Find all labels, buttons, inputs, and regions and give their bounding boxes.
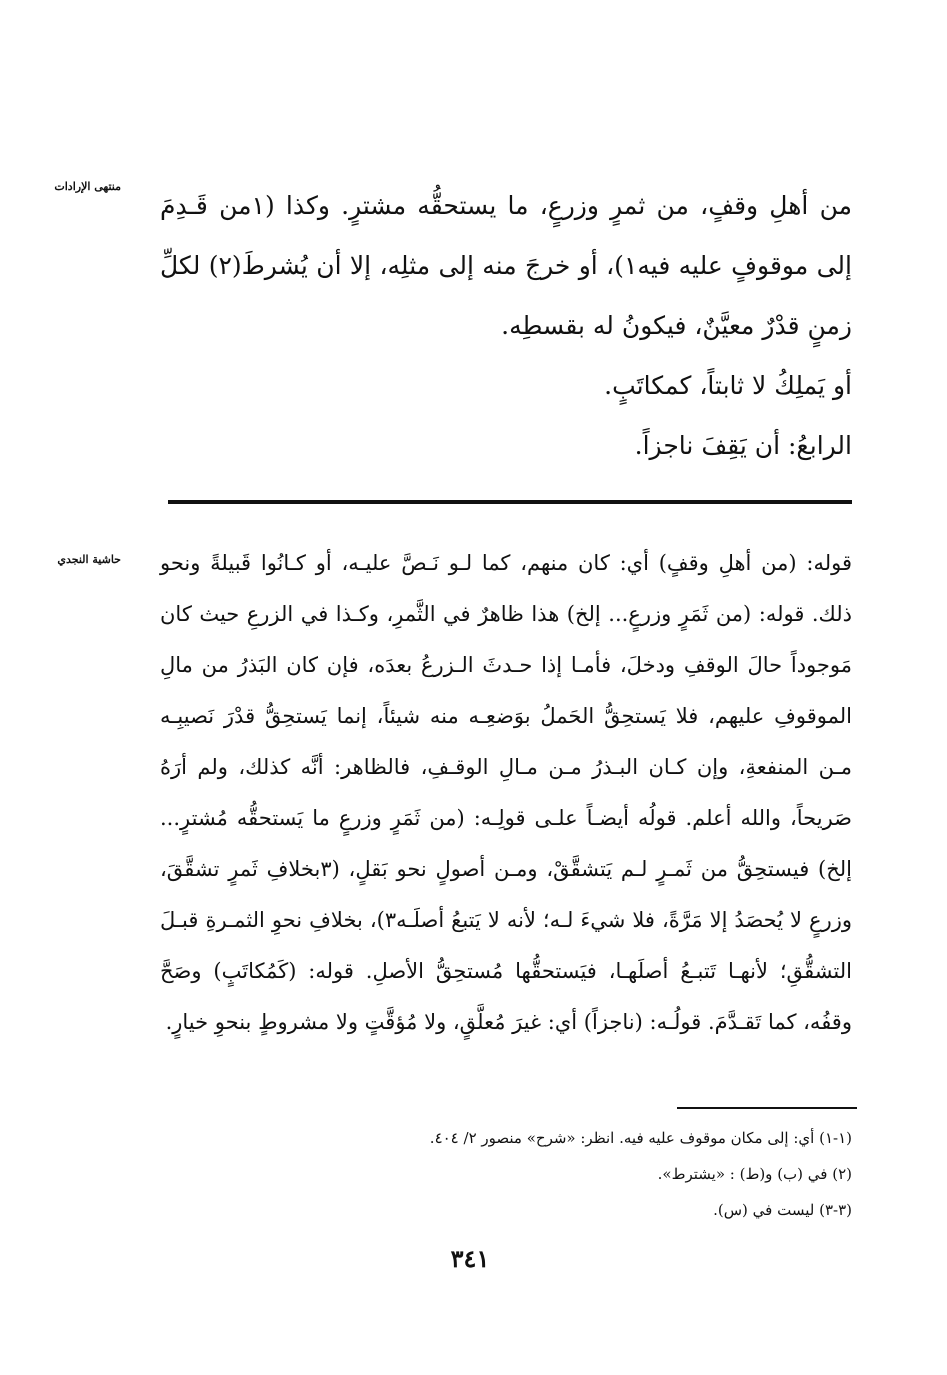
footnotes: [160, 1120, 852, 1228]
side-label-source-text: منتهى الإرادات: [54, 180, 121, 193]
footnote-item: (٢) في (ب) و(ط) : «يشترط».: [657, 1165, 852, 1183]
section-divider: [168, 500, 852, 504]
commentary-paragraph: قوله: (من أهلِ وقفٍ) أي: كان منهم، كما لـو نَـصَّ عليـه، أو كـانُوا قَبيلةً ونحو ذلك. قوله: (من ثَمَرٍ وزرعٍ... إلخ) هذا ظاهرٌ في الثَّمرِ، وكـذا في الزرعِ حيث كان مَوجوداً حالَ الوقفِ ودخلَ، فأمـا إذا حـدثَ الـزرعُ بعدَه، فإن كان البَذرُ من مالِ الموقوفِ عليهم، فلا يَستحِقُّ الحَملُ بوَضعِـه منه شيئاً، إنما يَستحِقُّ قدْرَ نَصيبِـه مـن المنفعةِ، وإن كـان البـذرُ مـن مـالِ الوقـفِ، فالظاهر: أنَّه كذلك، ولم أرَهُ صَريحاً، والله أعلم. قولُه أيضـاً علـى قولِـه: (من ثَمَرٍ وزرعٍ ما يَستحقُّه مُشترٍ... إلخ) فيستحِقُّ من ثَمـرٍ لـم يَتشقَّقْ، ومـن أصولٍ نحو بَقلٍ، (٣بخلافِ ثَمرٍ تشقَّقَ، وزرعٍ لا يُحصَدُ إلا مَرَّةً، فلا شيءَ لـه؛ لأنه لا يَتبعُ أصلَـه٣)، بخلافِ نحوِ الثمـرةِ قبـلَ التشقُّقِ؛ لأنهـا تَتبـعُ أصلَهـا، فيَستحقُّها مُستحِقُّ الأصلِ. قوله: (كَمُكاتَبٍ) وصَحَّ وقفُه، كما تَقـدَّمَ. قولُـه: (ناجزاً) أي: غيرَ مُعلَّقٍ، ولا مُؤقَّتٍ ولا مشروطٍ بنحوِ خيارٍ.: [160, 551, 852, 1034]
page-number: ٣٤١: [450, 1244, 490, 1273]
footnote-divider: [677, 1107, 857, 1109]
main-text-block: [160, 176, 852, 476]
footnote-item: (١-١) أي: إلى مكان موقوف عليه فيه. انظر: «شرح» منصور ٢/ ٤٠٤.: [429, 1129, 852, 1147]
matn-paragraph-2: أو يَملِكُ لا ثابتاً، كمكاتَبٍ.: [604, 371, 852, 400]
footnote-item: (٣-٣) ليست في (س).: [713, 1201, 852, 1219]
matn-paragraph-1: من أهلِ وقفٍ، من ثمرٍ وزرعٍ، ما يستحقُّه مشترٍ. وكذا (١من قَـدِمَ إلى موقوفٍ عليه فيه١)، أو خرجَ منه إلى مثلِه، إلا أن يُشرطَ(٢) لكلِّ زمنٍ قدْرٌ معيَّنٌ، فيكونُ له بقسطِه.: [160, 191, 852, 340]
matn-paragraph-3: الرابعُ: أن يَقِفَ ناجزاً.: [634, 431, 852, 460]
side-label-commentary: حاشية النجدي: [57, 553, 121, 566]
commentary-block: [160, 538, 852, 1048]
